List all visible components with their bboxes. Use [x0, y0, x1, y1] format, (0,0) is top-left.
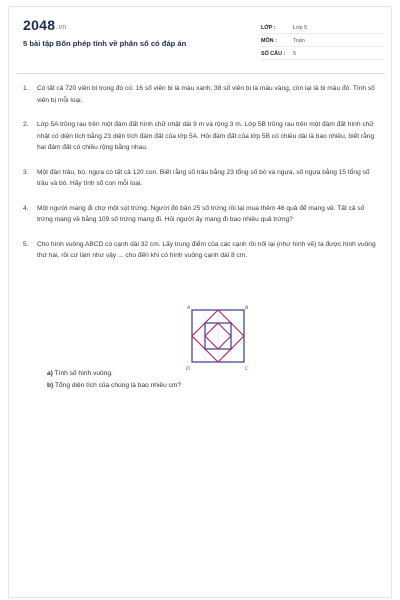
question-number: 2.: [23, 121, 29, 128]
question-number: 4.: [23, 204, 29, 212]
logo-text: 2048: [23, 17, 56, 33]
question-number: 5.: [23, 240, 29, 248]
meta-value: Toán: [293, 38, 305, 44]
logo-suffix: .vn: [56, 24, 67, 31]
vertex-label-c: C: [245, 367, 249, 372]
meta-row-class: [261, 21, 383, 34]
document-title: 5 bài tập Bốn phép tính về phân số có đáp án: [23, 39, 187, 48]
question-number: 1.: [23, 85, 29, 92]
vertex-label-d: D: [186, 367, 190, 372]
meta-value: 5: [293, 51, 296, 57]
meta-value: Lớp 5: [293, 25, 308, 31]
question-item: [23, 203, 379, 226]
vertex-label-a: A: [187, 306, 191, 311]
sub-question-text: Tính số hình vuông.: [54, 370, 113, 377]
meta-table: [261, 21, 383, 60]
question-text: Một đàn trâu, bò, ngựa có tất cả 120 con. Biết rằng số trâu bằng 23 tổng số bò và ngựa, số ngựa bằng 15 tổng số trâu và bò. Hãy tính số con mỗi loại.: [37, 168, 370, 187]
question-item: [23, 83, 379, 106]
question-item: [23, 119, 379, 154]
sub-question-text: Tổng diện tích của chúng là bao nhiêu cm?: [54, 382, 182, 389]
meta-key: SỐ CÂU :: [261, 51, 286, 57]
meta-row-subject: [261, 34, 383, 47]
question-text: Lớp 5A trồng rau trên một đám đất hình chữ nhật dài 9 m và rộng 3 m. Lớp 5B trồng rau trên một đám đất hình chữ nhật có diện tích bằng 23 diện tích đám đất của lớp 5A. Hỏi đám đất của lớp 5B có chiều dài là bao nhiêu, biết rằng hai đám đất có chiều rộng bằng nhau.: [37, 121, 375, 151]
worksheet-header: [23, 17, 383, 61]
sub-question-label: b): [47, 382, 54, 389]
meta-key: MÔN :: [261, 38, 277, 44]
question-text: Một người mang đi chợ một sọt trứng. Người đó bán 25 số trứng rồi lại mua thêm 46 quả để mang về. Tất cả số trứng mang về bằng 109 số trứng mang đi. Hỏi người ấy mang đi bao nhiêu quả trứng?: [37, 204, 365, 223]
header-divider: [17, 73, 385, 74]
question-list: [23, 83, 379, 275]
site-logo[interactable]: [23, 17, 67, 33]
question-item: [23, 167, 379, 190]
sub-question-a: [47, 370, 113, 377]
question-item: [23, 239, 379, 262]
question-number: 3.: [23, 168, 29, 176]
question-text: Có tất cả 720 viên bi trong đó có: 16 số viên bi là màu xanh, 38 số viên bi là màu vàng, còn lại là bi màu đỏ. Tính số viên bị mỗi loại.: [37, 85, 375, 104]
question-text: Cho hình vuông ABCD có cạnh dài 32 cm. Lấy trung điểm của các cạnh rồi nối lại (như hình vẽ) ta được hình vuông thứ hai, rồi cứ làm như vậy ... cho đến khi có hình vuông cạnh dài 8 cm.: [37, 240, 376, 259]
nested-squares-figure: [183, 303, 253, 373]
vertex-label-b: B: [245, 306, 249, 311]
sub-question-b: [47, 382, 181, 389]
worksheet-page: [8, 6, 392, 598]
meta-row-count: [261, 47, 383, 60]
meta-key: LỚP :: [261, 25, 276, 31]
figure-grid: [192, 310, 244, 362]
sub-question-label: a): [47, 370, 53, 377]
